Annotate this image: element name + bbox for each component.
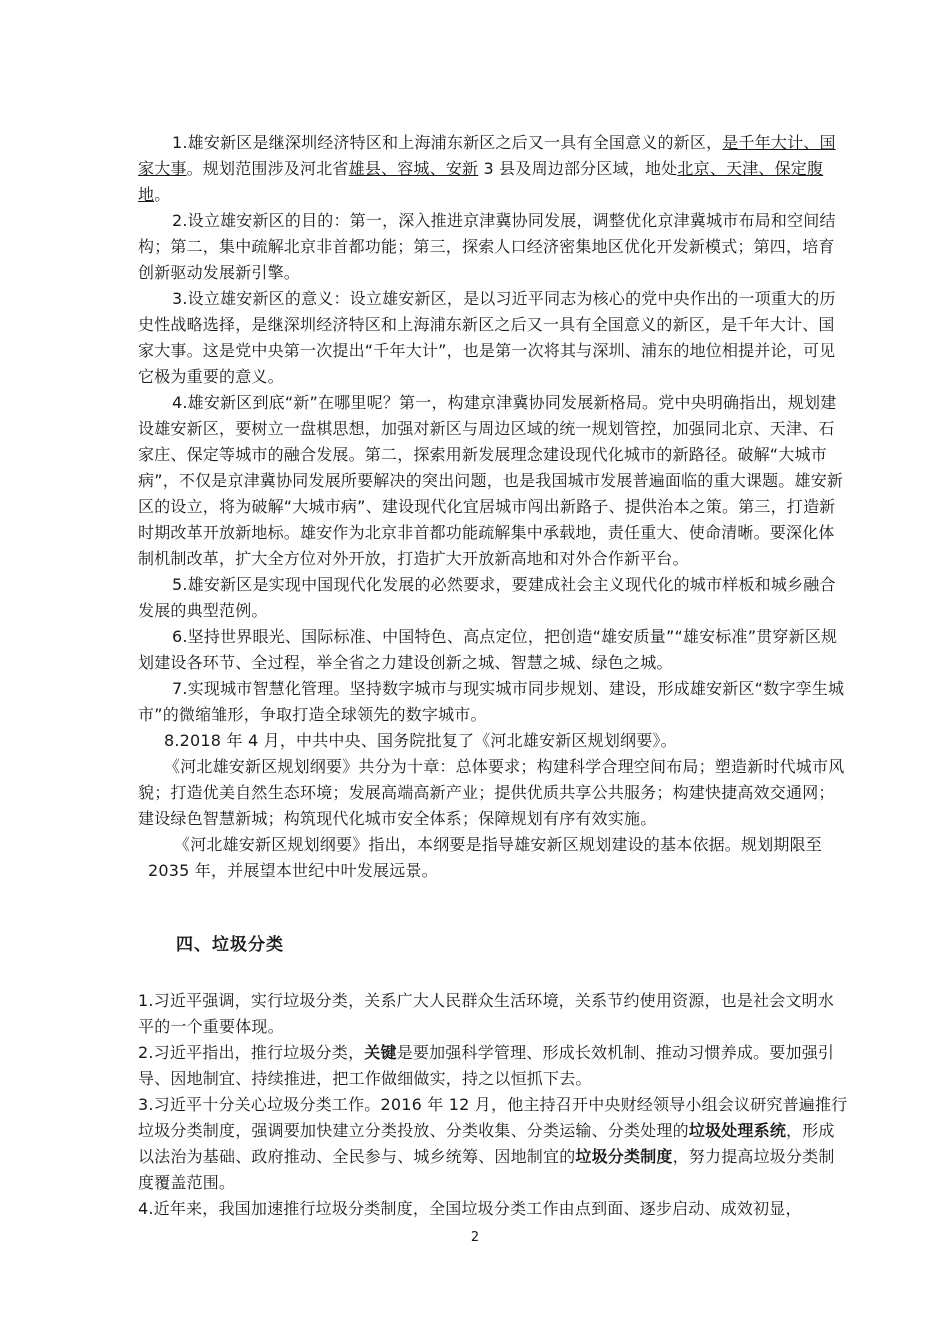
page-number: 2 (470, 1230, 480, 1245)
text-run: 1.雄安新区是继深圳经济特区和上海浦东新区之后又一具有全国意义的新区， (172, 133, 723, 152)
underlined-text: 雄县、容城、安新 (348, 159, 479, 178)
text-run: 。规划范围涉及河北省 (186, 159, 349, 178)
underlined-text: 是千年大计、国家大事 (138, 133, 836, 178)
bold-text: 关键 (364, 1043, 397, 1062)
paragraph-6: 6.坚持世界眼光、国际标准、中国特色、高点定位，把创造“雄安质量”“雄安标准”贯穿新区规划建设各环节、全过程，举全省之力建设创新之城、智慧之城、绿色之城。 (138, 627, 838, 672)
section-heading: 四、垃圾分类 (176, 935, 284, 955)
section-garbage (138, 988, 850, 1222)
text-run: 3.习近平十分关心垃圾分类工作。2016 年 12 月，他主持召开中央财经领导小组会议研究普遍推行垃圾分类制度，强调要加快建立分类投放、分类收集、分类运输、分类处理的 (138, 1095, 848, 1140)
text-run: 。 (154, 185, 171, 204)
paragraph-3: 3.设立雄安新区的意义：设立雄安新区，是以习近平同志为核心的党中央作出的一项重大的历史性战略选择，是继深圳经济特区和上海浦东新区之后又一具有全国意义的新区，是千年大计、国家大事。这是党中央第一次提出“千年大计”，也是第一次将其与深圳、浦东的地位相提并论，可见它极为重要的意义。 (138, 289, 836, 386)
paragraph-5: 5.雄安新区是实现中国现代化发展的必然要求，要建成社会主义现代化的城市样板和城乡融合发展的典型范例。 (138, 575, 836, 620)
text-run: 2.习近平指出，推行垃圾分类， (138, 1043, 365, 1062)
paragraph-g2 (138, 1040, 850, 1092)
paragraph-8: 8.2018 年 4 月，中共中央、国务院批复了《河北雄安新区规划纲要》。 (164, 731, 677, 750)
bold-text: 垃圾处理系统 (688, 1121, 787, 1140)
paragraph-1 (138, 130, 850, 208)
paragraph-10: 《河北雄安新区规划纲要》指出，本纲要是指导雄安新区规划建设的基本依据。规划期限至 2035 年，并展望本世纪中叶发展远景。 (148, 835, 823, 880)
paragraph-9: 《河北雄安新区规划纲要》共分为十章：总体要求；构建科学合理空间布局；塑造新时代城市风貌；打造优美自然生态环境；发展高端高新产业；提供优质共享公共服务；构建快捷高效交通网；建设绿色智慧新城；构筑现代化城市安全体系；保障规划有序有效实施。 (138, 757, 845, 828)
text-run: 3 县及周边部分区域，地 (478, 159, 662, 178)
paragraph-4: 4.雄安新区到底“新”在哪里呢？第一，构建京津冀协同发展新格局。党中央明确指出，规划建设雄安新区，要树立一盘棋思想，加强对新区与周边区域的统一规划管控，加强同北京、天津、石家庄、保定等城市的融合发展。第二，探索用新发展理念建设现代化城市的新路径。破解“大城市病”，不仅是京津冀协同发展所要解决的突出问题，也是我国城市发展普遍面临的重大课题。雄安新区的设立，将为破解“大城市病”、建设现代化宜居城市闯出新路子、提供治本之策。第三，打造新时期改革开放新地标。雄安作为北京非首都功能疏解集中承载地，责任重大、使命清晰。要深化体制机制改革，扩大全方位对外开放，打造扩大开放新高地和对外合作新平台。 (138, 393, 844, 568)
text-run: ，努力提高垃圾分类制度覆盖范围。 (138, 1147, 835, 1192)
paragraph-2: 2.设立雄安新区的目的：第一，深入推进京津冀协同发展，调整优化京津冀城市布局和空间结构；第二，集中疏解北京非首都功能；第三，探索人口经济密集地区优化开发新模式；第四，培育创新驱动发展新引擎。 (138, 211, 836, 282)
underlined-text: 北京、天津、保定腹地 (138, 159, 824, 204)
paragraph-g3 (138, 1092, 850, 1196)
text-run: 是要加强科学管理、形成长效机制、推动习惯养成。要加强引导、因地制宜、持续推进，把工作做细做实，持之以恒抓下去。 (138, 1043, 835, 1088)
bold-text: 垃圾分类制度 (575, 1147, 673, 1166)
paragraph-g4: 4.近年来，我国加速推行垃圾分类制度，全国垃圾分类工作由点到面、逐步启动、成效初显， (138, 1199, 802, 1218)
text-run: 处 (661, 159, 678, 178)
paragraph-g1: 1.习近平强调，实行垃圾分类，关系广大人民群众生活环境，关系节约使用资源，也是社会文明水平的一个重要体现。 (138, 991, 835, 1036)
section-xiongan (138, 130, 850, 884)
text-run: ，形成以法治为基础、政府推动、全民参与、城乡统筹、因地制宜的 (138, 1121, 835, 1166)
paragraph-7: 7.实现城市智慧化管理。坚持数字城市与现实城市同步规划、建设，形成雄安新区“数字孪生城市”的微缩雏形，争取打造全球领先的数字城市。 (138, 679, 845, 724)
